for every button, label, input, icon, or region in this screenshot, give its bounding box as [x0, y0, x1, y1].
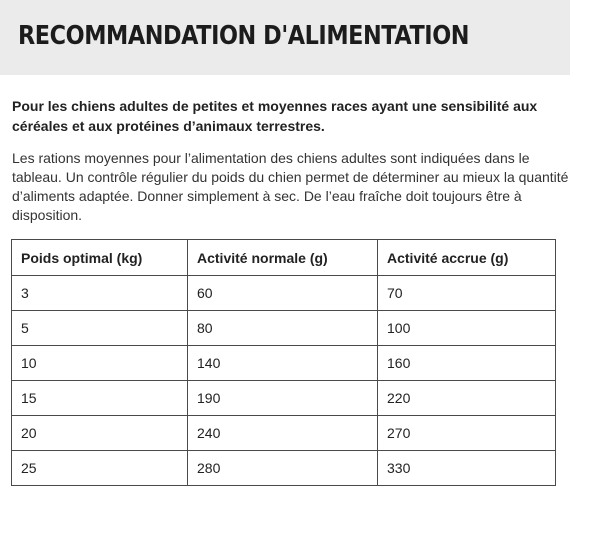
header-band — [0, 0, 570, 75]
feeding-table — [11, 239, 556, 486]
table-row — [12, 381, 556, 416]
table-row — [12, 311, 556, 346]
cell-normal: 190 — [188, 381, 378, 416]
table-row — [12, 416, 556, 451]
cell-high: 330 — [378, 451, 556, 486]
header-high-activity: Activité accrue (g) — [378, 240, 556, 276]
table-row — [12, 451, 556, 486]
table-header-row — [12, 240, 556, 276]
cell-normal: 280 — [188, 451, 378, 486]
intro-description: Les rations moyennes pour l’alimentation des chiens adultes sont indiquées dans le tableau. Un contrôle régulier du poids du chien permet de déterminer au mieux la quantité d’aliments adaptée. Donner simplement à sec. De l’eau fraîche doit toujours être à disposition. — [12, 150, 569, 223]
cell-high: 70 — [378, 276, 556, 311]
cell-weight: 25 — [12, 451, 188, 486]
page-title: RECOMMANDATION D'ALIMENTATION — [18, 21, 470, 51]
cell-normal: 140 — [188, 346, 378, 381]
cell-high: 100 — [378, 311, 556, 346]
cell-normal: 60 — [188, 276, 378, 311]
header-normal-activity: Activité normale (g) — [188, 240, 378, 276]
header-weight: Poids optimal (kg) — [12, 240, 188, 276]
cell-normal: 240 — [188, 416, 378, 451]
cell-weight: 20 — [12, 416, 188, 451]
cell-weight: 5 — [12, 311, 188, 346]
cell-high: 160 — [378, 346, 556, 381]
cell-weight: 10 — [12, 346, 188, 381]
feeding-table-container — [11, 239, 555, 486]
cell-high: 270 — [378, 416, 556, 451]
cell-weight: 3 — [12, 276, 188, 311]
cell-weight: 15 — [12, 381, 188, 416]
table-row — [12, 276, 556, 311]
cell-high: 220 — [378, 381, 556, 416]
intro-bold-text: Pour les chiens adultes de petites et moyennes races ayant une sensibilité aux céréales et aux protéines d’animaux terrestres. — [12, 98, 538, 134]
cell-normal: 80 — [188, 311, 378, 346]
table-row — [12, 346, 556, 381]
